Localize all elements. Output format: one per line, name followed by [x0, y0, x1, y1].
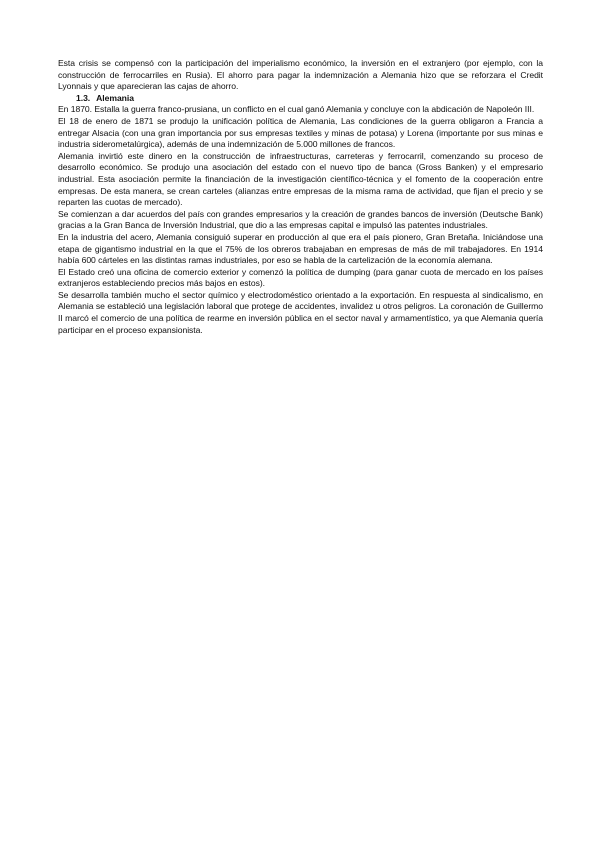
paragraph-steel: En la industria del acero, Alemania consiguió superar en producción al que era el país pionero, Gran Bretaña. Iniciándose una etapa de gigantismo industrial en la que el 75% de los obreros trabajaban en empresas de más de mil trabajadores. En 1914 había 600 cárteles en las distintas ramas industriales, por eso se habla de la cartelización de la economía alemana. — [58, 231, 543, 266]
document-page — [58, 58, 543, 336]
paragraph-investment: Alemania invirtió este dinero en la construcción de infraestructuras, carreteras y ferrocarril, comenzando su proceso de desarrollo económico. Se produjo una asociación del estado con el nuevo tipo de banca (Gross Banken) y el empresario industrial. Esta asociación permite la financiación de la investigación científico-técnica y el fomento de la cooperación entre empresas. De esta manera, se crean carteles (alianzas entre empresas de la misma rama de actividad, que fijan el precio y se reparten las cuotas de mercado). — [58, 150, 543, 208]
intro-paragraph: Esta crisis se compensó con la participación del imperialismo económico, la inversión en el extranjero (por ejemplo, con la construcción de ferrocarriles en Rusia). El ahorro para pagar la indemnización a Alemania hizo que se reforzara el Credit Lyonnais y que aparecieran las cajas de ahorro. — [58, 58, 543, 92]
section-number: 1.3. — [76, 92, 91, 103]
paragraph-war: En 1870. Estalla la guerra franco-prusiana, un conflicto en el cual ganó Alemania y concluye con la abdicación de Napoleón III. — [58, 104, 535, 115]
paragraph-unification: El 18 de enero de 1871 se produjo la unificación política de Alemania, Las condiciones de la guerra obligaron a Francia a entregar Alsacia (con una gran importancia por sus empresas textiles y minas de potasa) y Lorena (importante por sus minas e industria siderometalúrgica), además de una indemnización de 5.000 millones de francos. — [58, 115, 543, 150]
paragraph-chemical: Se desarrolla también mucho el sector químico y electrodoméstico orientado a la exportación. En respuesta al sindicalismo, en Alemania se estableció una legislación laboral que protege de accidentes, invalidez u otros peligros. La coronación de Guillermo II marcó el comercio de una política de rearme en inversión pública en el sector naval y armamentístico, ya que Alemania quería participar en el proceso expansionista. — [58, 289, 543, 335]
section-heading — [58, 93, 543, 105]
paragraph-dumping: El Estado creó una oficina de comercio exterior y comenzó la política de dumping (para ganar cuota de mercado en los países extranjeros estableciendo precios más bajos en estos). — [58, 266, 543, 289]
section-title: Alemania — [96, 92, 134, 103]
paragraph-banks: Se comienzan a dar acuerdos del país con grandes empresarios y la creación de grandes bancos de inversión (Deutsche Bank) gracias a la Gran Banca de Inversión Industrial, que dio a las empresas capital e impulsó las patentes industriales. — [58, 208, 543, 231]
